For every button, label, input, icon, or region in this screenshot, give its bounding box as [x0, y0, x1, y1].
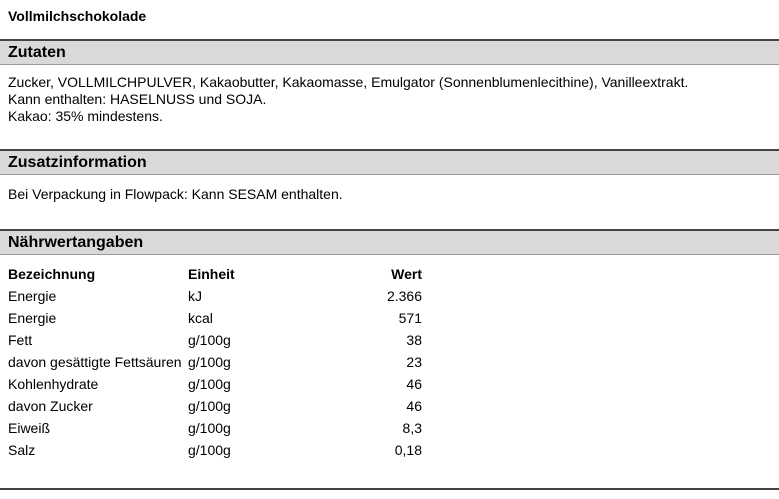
table-row [8, 417, 422, 439]
nutrient-unit: g/100g [188, 420, 231, 436]
additional-info-line: Bei Verpackung in Flowpack: Kann SESAM enthalten. [8, 186, 343, 202]
column-header-unit: Einheit [188, 266, 235, 282]
nutrient-value: 38 [406, 332, 422, 348]
nutrient-unit: g/100g [188, 442, 231, 458]
allergen-trace-line: Kann enthalten: HASELNUSS und SOJA. [8, 91, 267, 107]
nutrient-name: Energie [8, 288, 57, 304]
nutrient-unit: kcal [188, 310, 213, 326]
nutrient-value: 8,3 [402, 420, 422, 436]
additional-info-header [0, 149, 779, 175]
table-row [8, 307, 422, 329]
table-row [8, 395, 422, 417]
nutrient-value: 0,18 [394, 442, 422, 458]
bottom-divider [0, 488, 779, 490]
table-row [8, 285, 422, 307]
nutrient-name: Kohlenhydrate [8, 376, 99, 392]
ingredients-header [0, 39, 779, 65]
nutrition-heading: Nährwertangaben [8, 234, 144, 251]
table-row [8, 439, 422, 461]
nutrient-unit: g/100g [188, 354, 231, 370]
ingredients-line: Zucker, VOLLMILCHPULVER, Kakaobutter, Kakaomasse, Emulgator (Sonnenblumenlecithine), Vanilleextrakt. [8, 74, 689, 90]
column-header-name: Bezeichnung [8, 266, 96, 282]
nutrient-unit: g/100g [188, 332, 231, 348]
nutrient-unit: g/100g [188, 376, 231, 392]
table-row [8, 329, 422, 351]
nutrient-unit: g/100g [188, 398, 231, 414]
nutrient-name: Energie [8, 310, 57, 326]
nutrient-name: Fett [8, 332, 33, 348]
nutrient-name: davon Zucker [8, 398, 93, 414]
table-row [8, 373, 422, 395]
nutrient-value: 571 [398, 310, 422, 326]
nutrient-value: 23 [406, 354, 422, 370]
nutrient-name: Eiweiß [8, 420, 51, 436]
nutrition-table [8, 263, 422, 461]
table-row [8, 351, 422, 373]
nutrient-unit: kJ [188, 288, 202, 304]
additional-info-text [8, 186, 343, 203]
column-header-value: Wert [391, 266, 422, 282]
nutrient-value: 46 [406, 398, 422, 414]
nutrient-value: 46 [406, 376, 422, 392]
additional-info-heading: Zusatzinformation [8, 154, 147, 171]
product-title: Vollmilchschokolade [8, 8, 147, 24]
ingredients-heading: Zutaten [8, 44, 66, 61]
cocoa-content-line: Kakao: 35% mindestens. [8, 108, 163, 124]
nutrient-name: davon gesättigte Fettsäuren [8, 354, 182, 370]
nutrient-value: 2.366 [386, 288, 422, 304]
nutrition-table-header-row [8, 263, 422, 285]
ingredients-text [8, 74, 688, 125]
nutrient-name: Salz [8, 442, 36, 458]
nutrition-header [0, 229, 779, 255]
